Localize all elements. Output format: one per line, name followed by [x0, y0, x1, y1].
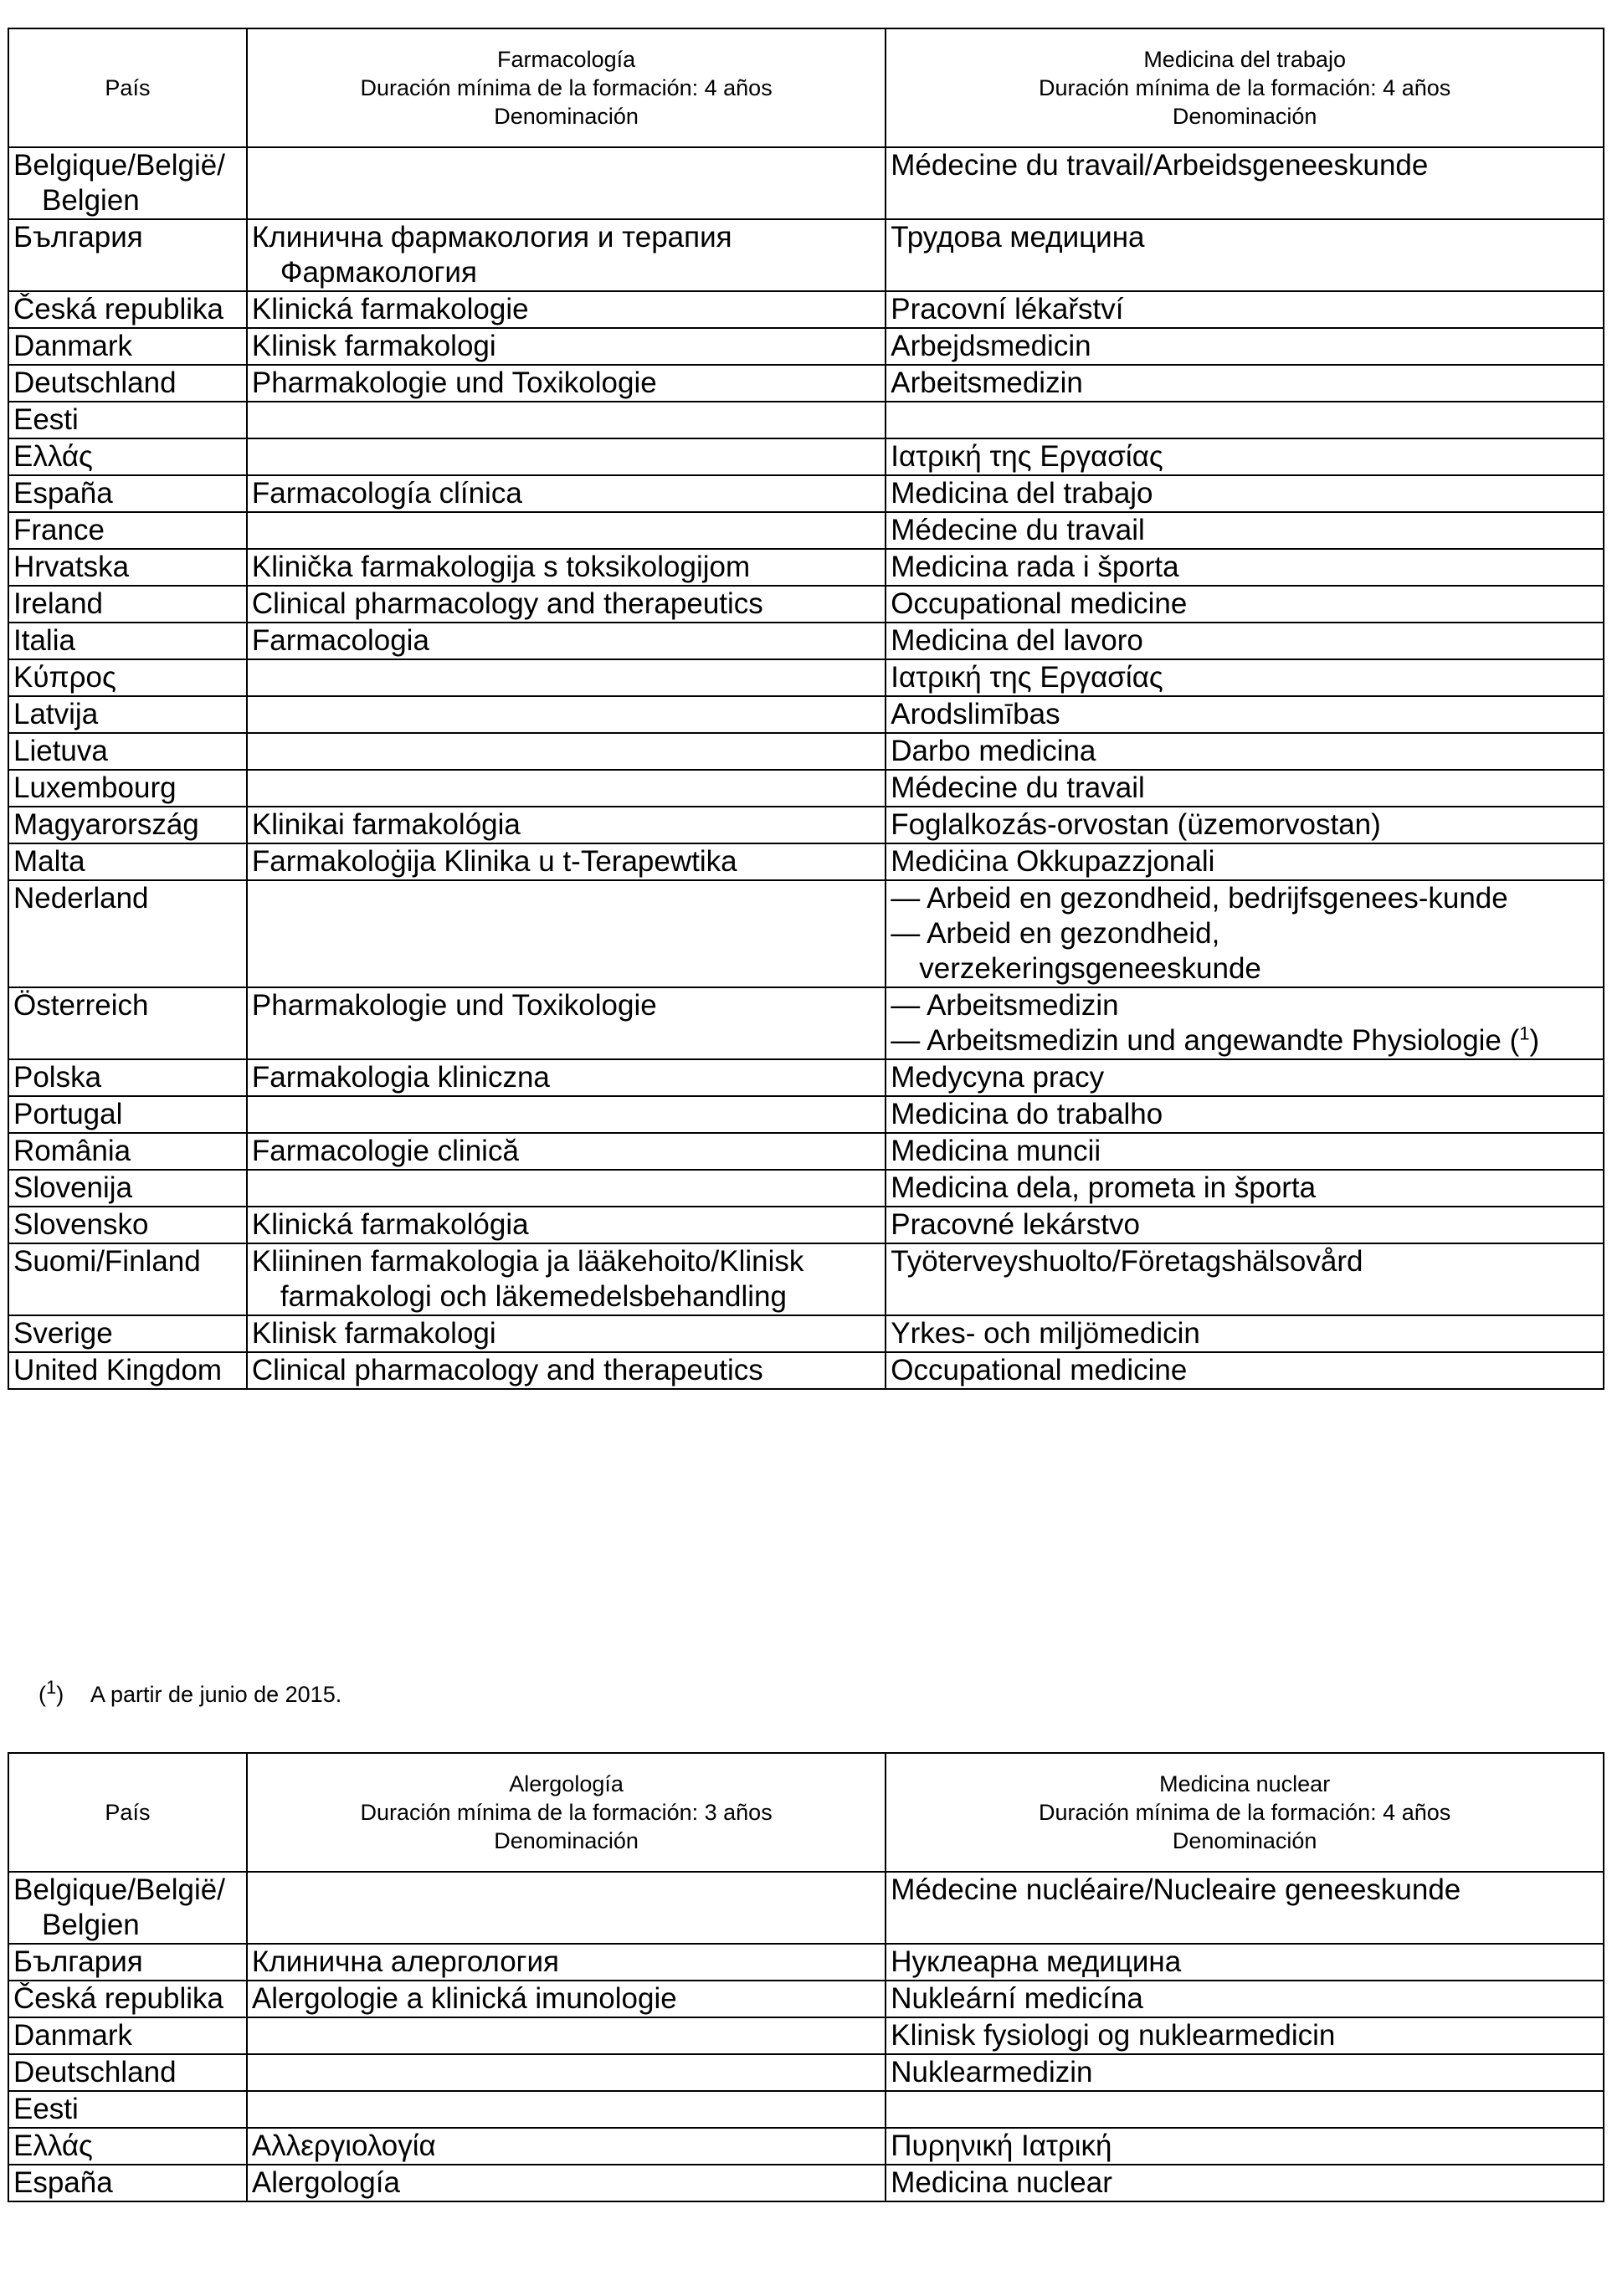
cell-text: Latvija — [13, 698, 99, 730]
table-row — [8, 733, 1604, 770]
cell-country — [8, 770, 247, 807]
cell-denomination-b — [886, 843, 1604, 880]
cell-text: Ιατρική της Εργασίας — [891, 440, 1163, 473]
cell-text: Kliininen farmakologia ja lääkehoito/Klinisk — [251, 1245, 804, 1278]
cell-denomination-b — [886, 512, 1604, 549]
header-nuclear-medicine — [886, 1753, 1604, 1872]
cell-denomination-b — [886, 1096, 1604, 1133]
cell-denomination-b — [886, 2128, 1604, 2165]
table-row — [8, 291, 1604, 328]
table-row — [8, 1133, 1604, 1170]
footnote-ref: 1 — [1519, 1022, 1530, 1044]
table-row — [8, 1352, 1604, 1389]
cell-country — [8, 549, 247, 586]
cell-denomination-a — [247, 880, 886, 987]
cell-text: Klinička farmakologija s toksikologijom — [251, 551, 751, 583]
cell-text: Medicina del trabajo — [891, 477, 1153, 510]
cell-text: Ελλάς — [13, 2129, 93, 2162]
cell-country — [8, 659, 247, 696]
table-row — [8, 880, 1604, 987]
cell-country — [8, 586, 247, 623]
cell-denomination-a — [247, 1059, 886, 1096]
cell-denomination-a — [247, 1315, 886, 1352]
cell-text: Klinická farmakológia — [251, 1208, 529, 1241]
cell-text: España — [13, 2166, 113, 2199]
cell-text: Lietuva — [13, 735, 108, 767]
cell-denomination-a — [247, 1243, 886, 1315]
cell-text: Klinisk farmakologi — [251, 330, 496, 362]
table-row — [8, 623, 1604, 659]
cell-denomination-a — [247, 659, 886, 696]
cell-text: Farmakologia kliniczna — [251, 1061, 550, 1094]
cell-denomination-b — [886, 2091, 1604, 2128]
table-row — [8, 770, 1604, 807]
header-duration: Duración mínima de la formación: 4 años — [1039, 75, 1451, 100]
list-item-text: verzekeringsgeneeskunde — [919, 952, 1261, 985]
specialty-table-pharmacology-occupational — [8, 28, 1604, 1390]
cell-text: Arodslimības — [891, 698, 1060, 730]
header-denomination: Denominación — [494, 104, 639, 129]
cell-denomination-b — [886, 328, 1604, 365]
cell-text: Malta — [13, 845, 85, 878]
cell-country — [8, 365, 247, 402]
cell-country — [8, 1170, 247, 1207]
cell-text: Médecine nucléaire/Nucleaire geneeskunde — [891, 1873, 1461, 1906]
cell-text: Työterveyshuolto/Företagshälsovård — [891, 1245, 1363, 1278]
cell-country — [8, 1133, 247, 1170]
cell-text: Κύπρος — [13, 661, 116, 694]
cell-denomination-a — [247, 1352, 886, 1389]
footnote-ref-close: ) — [1529, 1024, 1540, 1057]
cell-denomination-b — [886, 1133, 1604, 1170]
cell-denomination-b — [886, 1059, 1604, 1096]
cell-denomination-b — [886, 2017, 1604, 2054]
cell-country — [8, 623, 247, 659]
cell-text: Yrkes- och miljömedicin — [891, 1317, 1200, 1350]
cell-text: Arbeitsmedizin — [891, 366, 1083, 399]
cell-denomination-b — [886, 659, 1604, 696]
cell-denomination-b — [886, 1243, 1604, 1315]
cell-text: Klinisk fysiologi og nuklearmedicin — [891, 2019, 1336, 2052]
table-row — [8, 1981, 1604, 2017]
cell-text: Medicina dela, prometa in športa — [891, 1171, 1317, 1204]
table-row — [8, 438, 1604, 475]
cell-text: Polska — [13, 1061, 102, 1094]
header-duration: Duración mínima de la formación: 4 años — [360, 75, 773, 100]
cell-country — [8, 1352, 247, 1389]
cell-country — [8, 1944, 247, 1981]
table-row — [8, 1243, 1604, 1315]
cell-text: Clinical pharmacology and therapeutics — [251, 1354, 763, 1386]
cell-country — [8, 2128, 247, 2165]
table-row — [8, 1096, 1604, 1133]
header-denomination: Denominación — [1172, 1828, 1317, 1853]
list-item-text: — Arbeid en gezondheid, — [891, 917, 1220, 950]
header-denomination: Denominación — [494, 1828, 639, 1853]
table-row — [8, 475, 1604, 512]
cell-denomination-a — [247, 987, 886, 1059]
cell-text: Belgien — [42, 184, 140, 217]
cell-denomination-b — [886, 2165, 1604, 2201]
cell-denomination-b — [886, 1944, 1604, 1981]
table-row — [8, 2091, 1604, 2128]
cell-text: Slovenija — [13, 1171, 133, 1204]
footnote-text: A partir de junio de 2015. — [90, 1682, 342, 1707]
cell-country — [8, 733, 247, 770]
cell-text: Česká republika — [13, 293, 223, 325]
header-occupational-medicine — [886, 28, 1604, 147]
cell-denomination-a — [247, 1133, 886, 1170]
cell-text: Nederland — [13, 882, 149, 915]
header-pharmacology — [247, 28, 886, 147]
cell-text: Arbejdsmedicin — [891, 330, 1091, 362]
cell-text: Magyarország — [13, 808, 199, 841]
cell-denomination-a — [247, 291, 886, 328]
cell-denomination-a — [247, 1981, 886, 2017]
cell-denomination-a — [247, 2128, 886, 2165]
cell-text: Sverige — [13, 1317, 113, 1350]
cell-denomination-b — [886, 733, 1604, 770]
cell-text: Нуклеарна медицина — [891, 1945, 1182, 1978]
list-item-text: — Arbeitsmedizin und angewandte Physiologie ( — [891, 1024, 1520, 1057]
cell-country — [8, 1207, 247, 1243]
cell-text: Трудова медицина — [891, 221, 1145, 254]
footnote-marker: ($^1$) — [39, 1677, 64, 1707]
cell-country — [8, 438, 247, 475]
cell-text: Belgien — [42, 1909, 140, 1941]
table-row — [8, 807, 1604, 843]
cell-denomination-b — [886, 623, 1604, 659]
table-row — [8, 987, 1604, 1059]
table-row — [8, 219, 1604, 291]
cell-text: Darbo medicina — [891, 735, 1096, 767]
cell-text: България — [13, 221, 143, 254]
cell-denomination-b — [886, 696, 1604, 733]
cell-country — [8, 1059, 247, 1096]
cell-text: Pracovní lékařství — [891, 293, 1124, 325]
cell-denomination-a — [247, 696, 886, 733]
cell-text: Medycyna pracy — [891, 1061, 1105, 1094]
cell-text: farmakologi och läkemedelsbehandling — [280, 1280, 787, 1313]
cell-text: Pharmakologie und Toxikologie — [251, 366, 657, 399]
cell-text: Danmark — [13, 2019, 132, 2052]
specialty-table-allergology-nuclear — [8, 1752, 1604, 2202]
cell-text: Occupational medicine — [891, 587, 1188, 620]
cell-text: Österreich — [13, 989, 149, 1022]
header-denomination: Denominación — [1172, 104, 1317, 129]
cell-denomination-a — [247, 512, 886, 549]
cell-text: Ελλάς — [13, 440, 93, 473]
cell-denomination-b — [886, 770, 1604, 807]
header-duration: Duración mínima de la formación: 4 años — [1039, 1800, 1451, 1825]
cell-text: España — [13, 477, 113, 510]
cell-country — [8, 147, 247, 219]
cell-denomination-a — [247, 1207, 886, 1243]
cell-denomination-b — [886, 807, 1604, 843]
cell-text: Medicina nuclear — [891, 2166, 1112, 2199]
cell-country — [8, 291, 247, 328]
cell-text: France — [13, 514, 105, 546]
cell-denomination-b — [886, 438, 1604, 475]
table-row — [8, 1059, 1604, 1096]
cell-country — [8, 807, 247, 843]
cell-denomination-a — [247, 1096, 886, 1133]
cell-text: Ιατρική της Εργασίας — [891, 661, 1163, 694]
cell-text: Foglalkozás-orvostan (üzemorvostan) — [891, 808, 1381, 841]
cell-denomination-b — [886, 2054, 1604, 2091]
cell-denomination-a — [247, 438, 886, 475]
table-row — [8, 147, 1604, 219]
cell-country — [8, 2091, 247, 2128]
cell-text: България — [13, 1945, 143, 1978]
list-item-text: — Arbeid en gezondheid, bedrijfsgenees-kunde — [891, 882, 1508, 915]
cell-denomination-a — [247, 2017, 886, 2054]
cell-text: Клинична алергология — [251, 1945, 559, 1978]
cell-denomination-b — [886, 1981, 1604, 2017]
table-body — [8, 1872, 1604, 2201]
cell-denomination-a — [247, 1944, 886, 1981]
cell-country — [8, 1096, 247, 1133]
cell-denomination-b — [886, 987, 1604, 1059]
cell-denomination-a — [247, 2091, 886, 2128]
cell-text: Medicina do trabalho — [891, 1098, 1163, 1130]
cell-denomination-b — [886, 1207, 1604, 1243]
cell-country — [8, 696, 247, 733]
cell-country — [8, 2165, 247, 2201]
cell-text: Pharmakologie und Toxikologie — [251, 989, 657, 1022]
cell-denomination-a — [247, 623, 886, 659]
cell-denomination-a — [247, 147, 886, 219]
cell-denomination-b — [886, 147, 1604, 219]
cell-text: Occupational medicine — [891, 1354, 1188, 1386]
cell-text: Klinická farmakologie — [251, 293, 529, 325]
cell-denomination-b — [886, 1315, 1604, 1352]
cell-text: Nuklearmedizin — [891, 2056, 1093, 2088]
cell-text: Alergologie a klinická imunologie — [251, 1982, 677, 2015]
cell-denomination-b — [886, 1170, 1604, 1207]
cell-denomination-b — [886, 549, 1604, 586]
cell-text: Luxembourg — [13, 771, 177, 804]
cell-text: Médecine du travail — [891, 771, 1145, 804]
cell-text: Médecine du travail — [891, 514, 1145, 546]
cell-text: Πυρηνική Ιατρική — [891, 2129, 1112, 2162]
footnote — [39, 1677, 342, 1709]
cell-country — [8, 880, 247, 987]
cell-denomination-a — [247, 402, 886, 438]
table-row — [8, 1170, 1604, 1207]
cell-denomination-b — [886, 365, 1604, 402]
table-row — [8, 659, 1604, 696]
cell-denomination-a — [247, 219, 886, 291]
cell-text: Medicina del lavoro — [891, 624, 1143, 657]
cell-text: Farmakoloġija Klinika u t-Terapewtika — [251, 845, 737, 878]
cell-text: Nukleární medicína — [891, 1982, 1143, 2015]
table-row — [8, 365, 1604, 402]
cell-denomination-b — [886, 291, 1604, 328]
cell-text: Hrvatska — [13, 551, 130, 583]
table-row — [8, 328, 1604, 365]
cell-country — [8, 2017, 247, 2054]
cell-country — [8, 843, 247, 880]
cell-text: Farmacología clínica — [251, 477, 522, 510]
cell-text: Italia — [13, 624, 75, 657]
cell-text: Eesti — [13, 403, 79, 436]
cell-country — [8, 1872, 247, 1944]
table-row — [8, 512, 1604, 549]
header-title: Medicina nuclear — [1159, 1771, 1331, 1796]
cell-text: Farmacologie clinică — [251, 1135, 519, 1167]
cell-country — [8, 987, 247, 1059]
cell-text: Suomi/Finland — [13, 1245, 201, 1278]
table-body — [8, 147, 1604, 1389]
cell-denomination-b — [886, 586, 1604, 623]
cell-text: Clinical pharmacology and therapeutics — [251, 587, 763, 620]
table-row — [8, 2128, 1604, 2165]
cell-country — [8, 512, 247, 549]
cell-text: Médecine du travail/Arbeidsgeneeskunde — [891, 149, 1429, 182]
table-row — [8, 549, 1604, 586]
cell-text: Deutschland — [13, 366, 177, 399]
cell-country — [8, 402, 247, 438]
cell-denomination-b — [886, 475, 1604, 512]
table-row — [8, 1315, 1604, 1352]
cell-denomination-b — [886, 219, 1604, 291]
list-item — [891, 1023, 1599, 1058]
cell-denomination-a — [247, 733, 886, 770]
header-title: Medicina del trabajo — [1143, 47, 1346, 72]
header-duration: Duración mínima de la formación: 3 años — [360, 1800, 773, 1825]
cell-text: Portugal — [13, 1098, 123, 1130]
table-row — [8, 1872, 1604, 1944]
table-header-row — [8, 28, 1604, 147]
cell-text: Αλλεργιολογία — [251, 2129, 436, 2162]
cell-text: Deutschland — [13, 2056, 177, 2088]
cell-country — [8, 219, 247, 291]
cell-denomination-a — [247, 1170, 886, 1207]
cell-denomination-a — [247, 843, 886, 880]
table-row — [8, 843, 1604, 880]
header-allergology — [247, 1753, 886, 1872]
table-row — [8, 2054, 1604, 2091]
cell-denomination-b — [886, 880, 1604, 987]
cell-text: Клинична фармакология и терапия — [251, 221, 732, 254]
table-row — [8, 696, 1604, 733]
cell-text: Klinisk farmakologi — [251, 1317, 496, 1350]
table-row — [8, 2017, 1604, 2054]
cell-text: Medicina muncii — [891, 1135, 1101, 1167]
cell-text: Slovensko — [13, 1208, 149, 1241]
cell-denomination-a — [247, 365, 886, 402]
cell-text: Farmacologia — [251, 624, 429, 657]
table-row — [8, 402, 1604, 438]
cell-text: Pracovné lekárstvo — [891, 1208, 1140, 1241]
cell-text: Danmark — [13, 330, 132, 362]
cell-country — [8, 328, 247, 365]
cell-country — [8, 475, 247, 512]
cell-denomination-a — [247, 586, 886, 623]
list-item-text: — Arbeitsmedizin — [891, 989, 1119, 1022]
cell-country — [8, 1981, 247, 2017]
table-row — [8, 2165, 1604, 2201]
cell-text: Česká republika — [13, 1982, 223, 2015]
cell-denomination-a — [247, 2054, 886, 2091]
table-header-row — [8, 1753, 1604, 1872]
cell-denomination-a — [247, 328, 886, 365]
header-country: País — [8, 1753, 247, 1872]
cell-text: România — [13, 1135, 131, 1167]
header-title: Farmacología — [497, 47, 636, 72]
table-row — [8, 1944, 1604, 1981]
cell-text: Belgique/België/ — [13, 149, 225, 182]
cell-denomination-a — [247, 475, 886, 512]
cell-denomination-a — [247, 770, 886, 807]
cell-text: Medicina rada i športa — [891, 551, 1179, 583]
cell-text: Eesti — [13, 2093, 79, 2125]
table-row — [8, 1207, 1604, 1243]
cell-text: Фармакология — [280, 256, 477, 289]
cell-text: United Kingdom — [13, 1354, 223, 1386]
cell-denomination-a — [247, 807, 886, 843]
cell-denomination-a — [247, 549, 886, 586]
header-country: País — [8, 28, 247, 147]
cell-denomination-b — [886, 1352, 1604, 1389]
cell-text: Alergología — [251, 2166, 400, 2199]
table-row — [8, 586, 1604, 623]
cell-country — [8, 1315, 247, 1352]
cell-denomination-b — [886, 1872, 1604, 1944]
cell-country — [8, 1243, 247, 1315]
cell-denomination-a — [247, 2165, 886, 2201]
cell-text: Belgique/België/ — [13, 1873, 225, 1906]
header-title: Alergología — [509, 1771, 624, 1796]
cell-text: Klinikai farmakológia — [251, 808, 521, 841]
cell-country — [8, 2054, 247, 2091]
cell-text: Mediċina Okkupazzjonali — [891, 845, 1215, 878]
cell-text: Ireland — [13, 587, 104, 620]
cell-denomination-a — [247, 1872, 886, 1944]
cell-denomination-b — [886, 402, 1604, 438]
